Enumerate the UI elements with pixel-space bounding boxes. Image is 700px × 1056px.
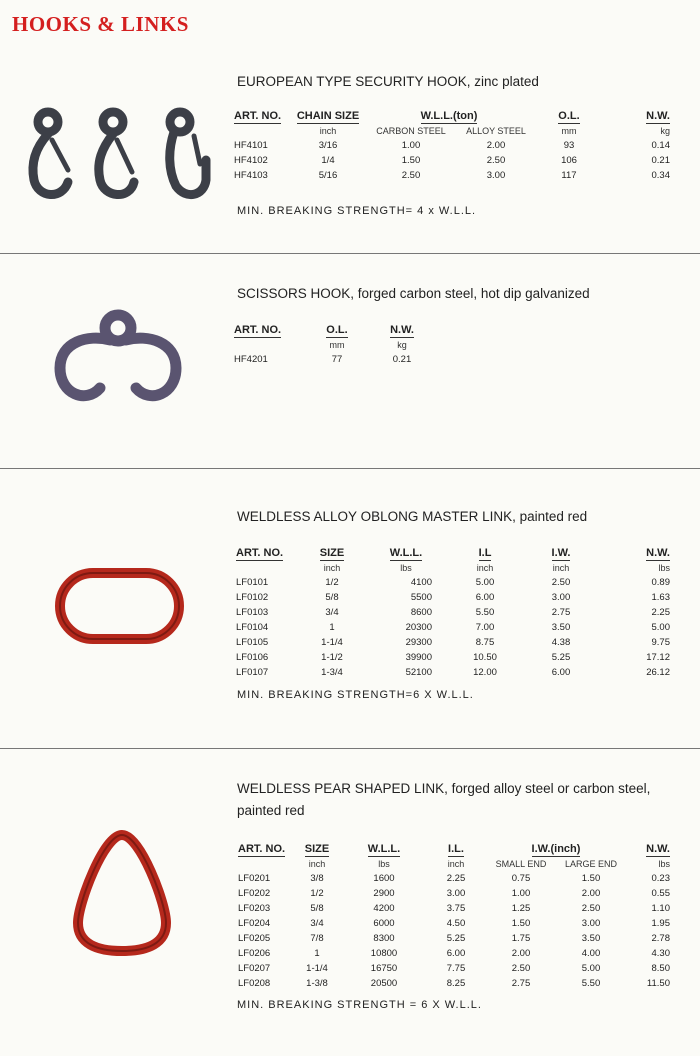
header-art-no: ART. NO. bbox=[236, 546, 284, 559]
header-nw: N.W. bbox=[646, 109, 670, 122]
table-row: LF0206 1 10800 6.00 2.00 4.00 4.30 bbox=[238, 948, 670, 959]
table-row: LF0204 3/4 6000 4.50 1.50 3.00 1.95 bbox=[238, 918, 670, 929]
oblong-link-table bbox=[236, 545, 670, 680]
table-row: HF4201 77 0.21 bbox=[234, 354, 412, 365]
table-row: LF0105 1-1/4 29300 8.75 4.38 9.75 bbox=[236, 637, 670, 648]
pear-link-illustration bbox=[70, 825, 175, 960]
security-hook-table bbox=[234, 108, 670, 183]
header-art-no: ART. NO. bbox=[234, 109, 282, 122]
header-wll: W.L.L.(ton) bbox=[420, 109, 478, 122]
table-header-row bbox=[236, 545, 670, 560]
section-title: WELDLESS PEAR SHAPED LINK, forged alloy steel or carbon steel, bbox=[237, 781, 651, 796]
section-title: SCISSORS HOOK, forged carbon steel, hot dip galvanized bbox=[237, 286, 590, 301]
table-row: HF4101 3/16 1.00 2.00 93 0.14 bbox=[234, 140, 670, 151]
section-title: EUROPEAN TYPE SECURITY HOOK, zinc plated bbox=[237, 74, 539, 89]
scissors-hook-table bbox=[234, 322, 434, 367]
section-security-hook bbox=[0, 0, 700, 253]
table-unit-row: inch lbs inch inch lbs bbox=[323, 562, 670, 573]
table-row: LF0201 3/8 1600 2.25 0.75 1.50 0.23 bbox=[238, 873, 670, 884]
header-il: I.L. bbox=[448, 842, 464, 855]
oblong-link-illustration bbox=[52, 565, 187, 647]
header-iw: I.W.(inch) bbox=[531, 842, 581, 855]
page-title: HOOKS & LINKS bbox=[12, 12, 189, 36]
table-row: LF0203 5/8 4200 3.75 1.25 2.50 1.10 bbox=[238, 903, 670, 914]
pear-link-table bbox=[238, 841, 670, 991]
header-nw: N.W. bbox=[646, 546, 670, 559]
table-header-row bbox=[238, 841, 670, 856]
table-row: HF4102 1/4 1.50 2.50 106 0.21 bbox=[234, 155, 670, 166]
table-row: LF0107 1-3/4 52100 12.00 6.00 26.12 bbox=[236, 667, 670, 678]
section-oblong-master-link bbox=[0, 468, 700, 749]
section-title: WELDLESS ALLOY OBLONG MASTER LINK, painted red bbox=[237, 509, 588, 524]
header-ol: O.L. bbox=[326, 323, 348, 336]
table-row: LF0101 1/2 4100 5.00 2.50 0.89 bbox=[236, 577, 670, 588]
header-ol: O.L. bbox=[558, 109, 580, 122]
section-scissors-hook bbox=[0, 253, 700, 469]
breaking-strength-note: MIN. BREAKING STRENGTH=6 X W.L.L. bbox=[237, 689, 474, 701]
header-il: I.L bbox=[478, 546, 492, 559]
section-title-line2: painted red bbox=[237, 803, 305, 818]
security-hook-illustration bbox=[18, 100, 218, 210]
breaking-strength-note: MIN. BREAKING STRENGTH = 6 X W.L.L. bbox=[237, 999, 482, 1011]
scissors-hook-illustration bbox=[48, 304, 198, 414]
table-unit-row: mm kg bbox=[329, 339, 407, 350]
header-art-no: ART. NO. bbox=[234, 323, 282, 336]
table-row: LF0202 1/2 2900 3.00 1.00 2.00 0.55 bbox=[238, 888, 670, 899]
breaking-strength-note: MIN. BREAKING STRENGTH= 4 x W.L.L. bbox=[237, 205, 477, 217]
table-row: LF0106 1-1/2 39900 10.50 5.25 17.12 bbox=[236, 652, 670, 663]
header-chain-size: CHAIN SIZE bbox=[296, 109, 360, 122]
header-size: SIZE bbox=[304, 842, 330, 855]
header-art-no: ART. NO. bbox=[238, 842, 286, 855]
header-nw: N.W. bbox=[646, 842, 670, 855]
table-unit-row: inch lbs inch SMALL END LARGE END lbs bbox=[308, 858, 670, 869]
header-nw: N.W. bbox=[390, 323, 414, 336]
table-row: LF0208 1-3/8 20500 8.25 2.75 5.50 11.50 bbox=[238, 978, 670, 989]
table-unit-row: inch CARBON STEEL ALLOY STEEL mm kg bbox=[319, 125, 670, 136]
header-wll: W.L.L. bbox=[367, 842, 401, 855]
table-row: LF0207 1-1/4 16750 7.75 2.50 5.00 8.50 bbox=[238, 963, 670, 974]
table-row: LF0205 7/8 8300 5.25 1.75 3.50 2.78 bbox=[238, 933, 670, 944]
table-row: HF4103 5/16 2.50 3.00 117 0.34 bbox=[234, 170, 670, 181]
header-wll: W.L.L. bbox=[389, 546, 423, 559]
table-row: LF0103 3/4 8600 5.50 2.75 2.25 bbox=[236, 607, 670, 618]
header-iw: I.W. bbox=[551, 546, 571, 559]
table-row: LF0104 1 20300 7.00 3.50 5.00 bbox=[236, 622, 670, 633]
table-header-row bbox=[234, 108, 670, 123]
table-row: LF0102 5/8 5500 6.00 3.00 1.63 bbox=[236, 592, 670, 603]
header-size: SIZE bbox=[319, 546, 345, 559]
table-header-row bbox=[234, 322, 434, 337]
section-pear-shaped-link bbox=[0, 748, 700, 1056]
